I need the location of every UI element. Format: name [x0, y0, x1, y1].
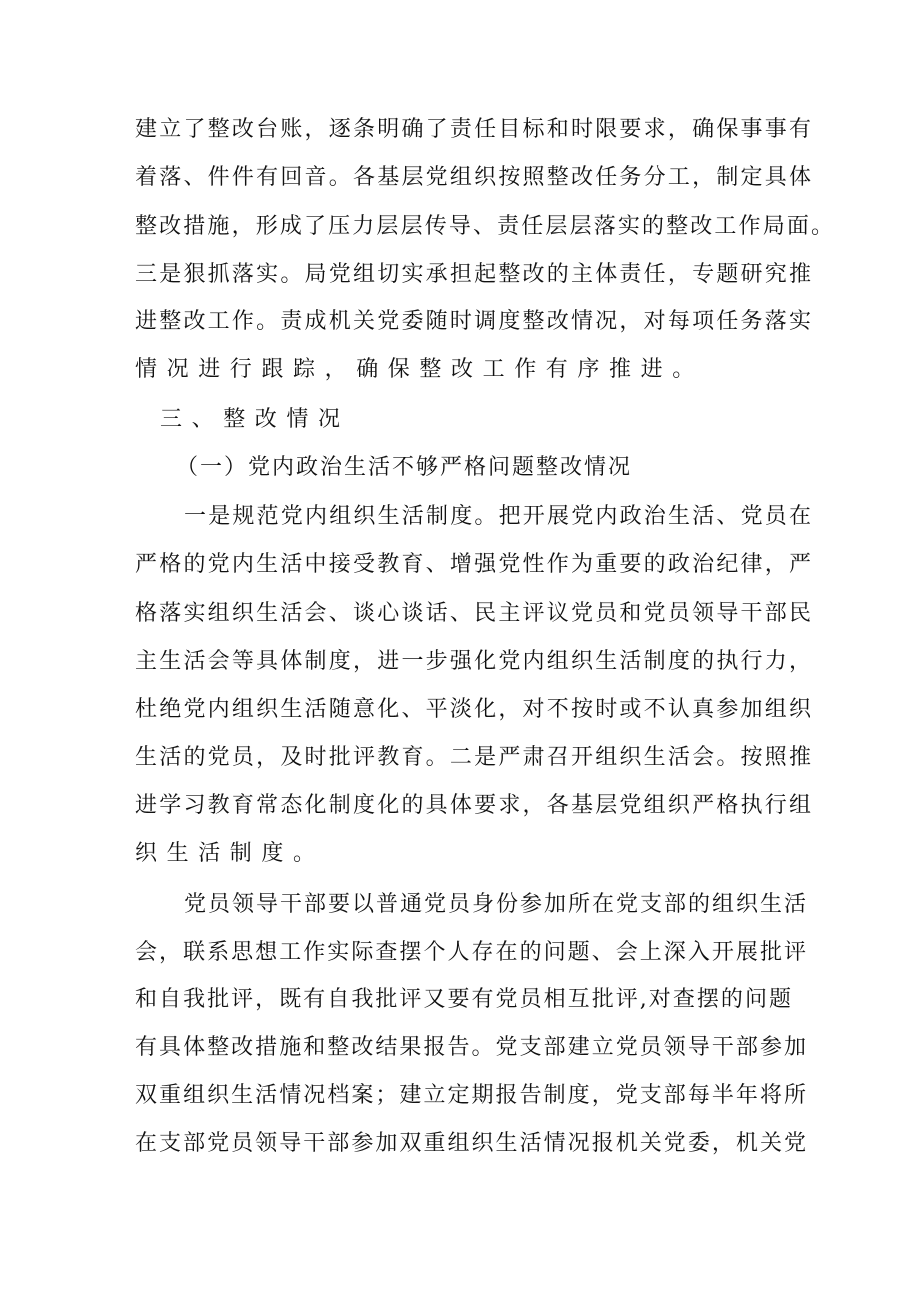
subsection-heading: （一）党内政治生活不够严格问题整改情况 — [176, 455, 633, 480]
paragraph-line: 和自我批评，既有自我批评又要有党员相互批评,对查摆的问题 — [135, 987, 791, 1012]
paragraph-line: 有具体整改措施和整改结果报告。党支部建立党员领导干部参加 — [135, 1035, 806, 1060]
paragraph-line: 情况进行跟踪，确保整改工作有序推进。 — [135, 357, 704, 382]
paragraph-line: 杜绝党内组织生活随意化、平淡化，对不按时或不认真参加组织 — [135, 697, 811, 722]
paragraph-line: 进学习教育常态化制度化的具体要求，各基层党组织严格执行组 — [135, 793, 811, 818]
paragraph-line: 格落实组织生活会、谈心谈话、民主评议党员和党员领导干部民 — [135, 601, 811, 626]
paragraph-line: 进整改工作。责成机关党委随时调度整改情况，对每项任务落实 — [135, 309, 811, 334]
paragraph-line: 三是狠抓落实。局党组切实承担起整改的主体责任，专题研究推 — [135, 262, 811, 287]
paragraph-line: 会，联系思想工作实际查摆个人存在的问题、会上深入开展批评 — [135, 940, 806, 965]
paragraph-line: 整改措施，形成了压力层层传导、责任层层落实的整改工作局面。 — [135, 214, 833, 239]
paragraph-line: 党员领导干部要以普通党员身份参加所在党支部的组织生活 — [184, 892, 806, 917]
paragraph-line: 建立了整改台账，逐条明确了责任目标和时限要求，确保事事有 — [135, 117, 811, 142]
paragraph-line: 在支部党员领导干部参加双重组织生活情况报机关党委，机关党 — [135, 1131, 806, 1156]
paragraph-line: 织生活制度。 — [135, 841, 325, 866]
paragraph-line: 双重组织生活情况档案；建立定期报告制度，党支部每半年将所 — [135, 1083, 806, 1108]
paragraph-line: 主生活会等具体制度，进一步强化党内组织生活制度的执行力， — [135, 649, 811, 674]
paragraph-line: 着落、件件有回音。各基层党组织按照整改任务分工，制定具体 — [135, 165, 811, 190]
paragraph-line: 生活的党员，及时批评教育。二是严肃召开组织生活会。按照推 — [135, 745, 811, 770]
paragraph-line: 一是规范党内组织生活制度。把开展党内政治生活、党员在 — [184, 504, 811, 529]
paragraph-line: 严格的党内生活中接受教育、增强党性作为重要的政治纪律，严 — [135, 552, 811, 577]
section-heading: 三、整改情况 — [160, 407, 350, 432]
